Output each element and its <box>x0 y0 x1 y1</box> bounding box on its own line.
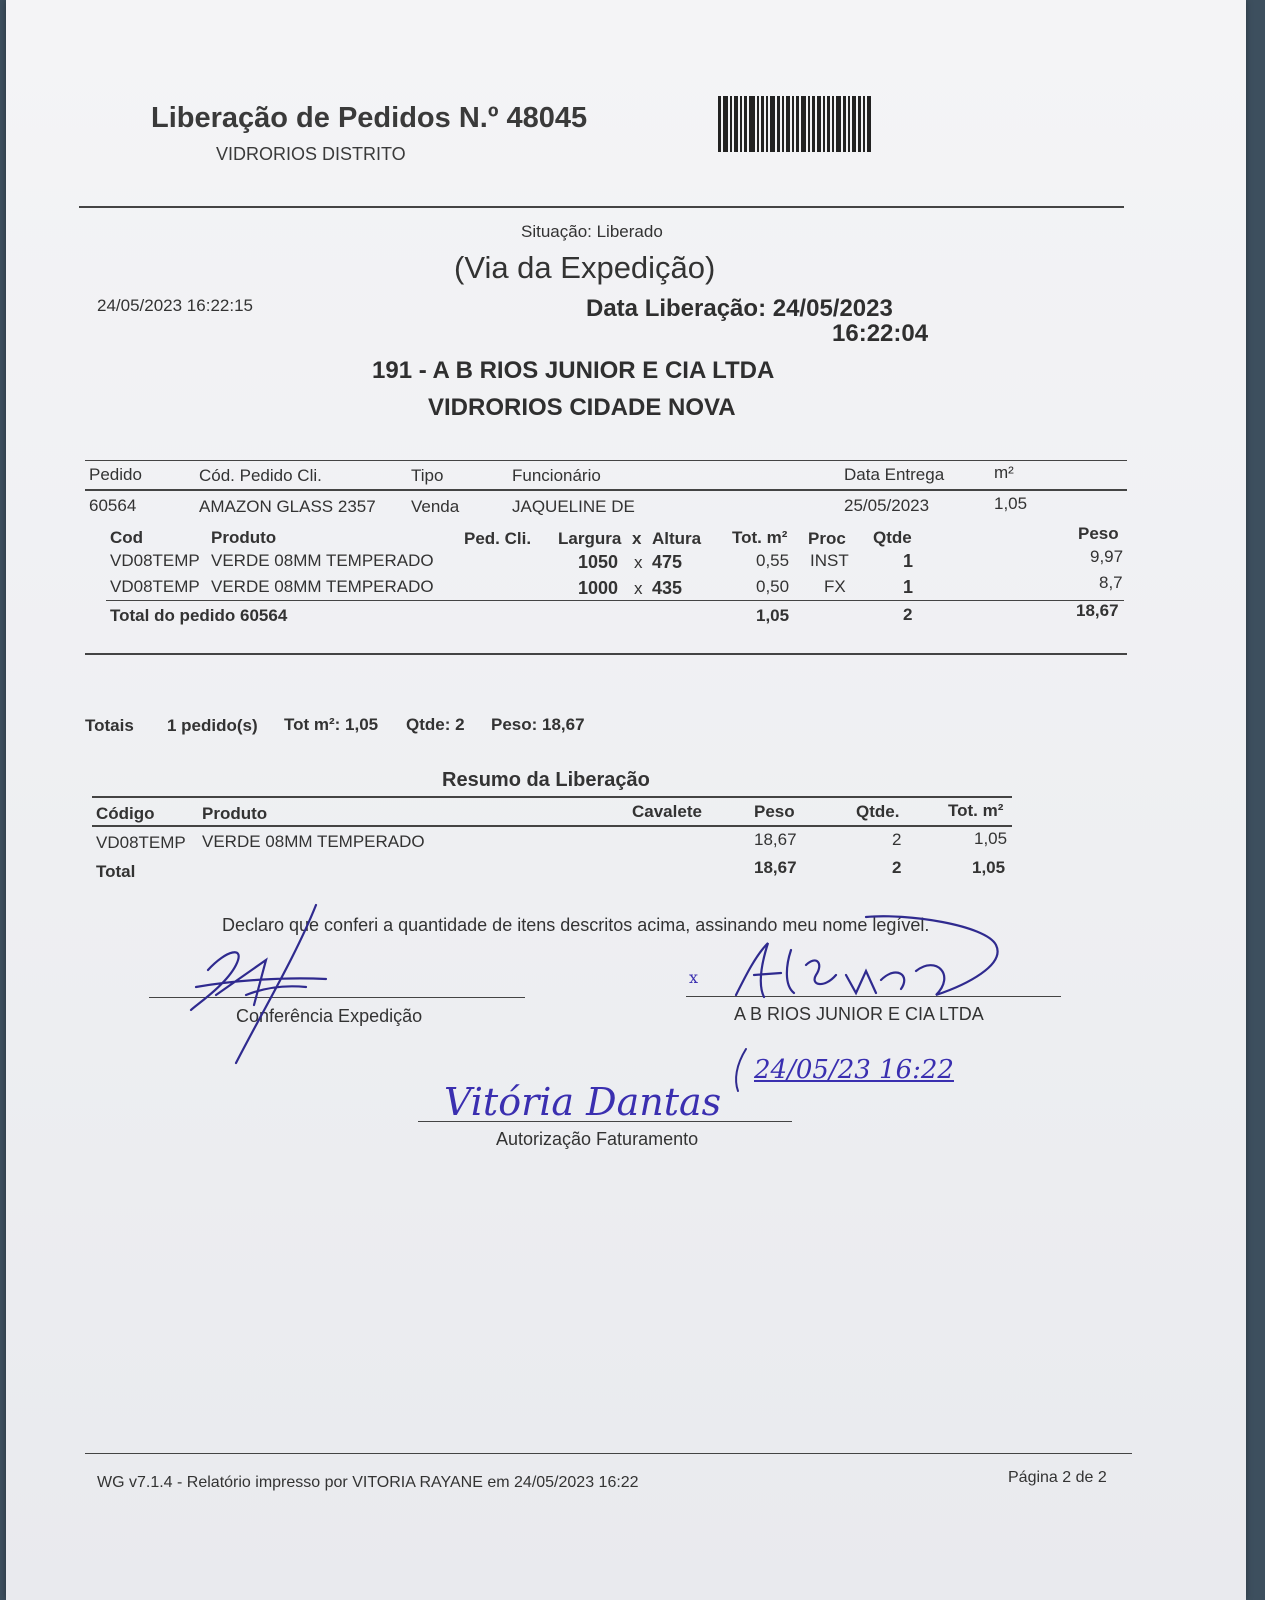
via-expedicao: (Via da Expedição) <box>454 250 716 285</box>
col-produto: Produto <box>211 528 277 547</box>
col-altura: Altura <box>652 529 702 548</box>
footer-page-number: Página 2 de 2 <box>1008 1469 1107 1486</box>
resumo-total-qtde: 2 <box>892 858 902 877</box>
document-title: Liberação de Pedidos N.º 48045 <box>151 102 588 134</box>
conferencia-signature <box>156 895 366 1075</box>
col-proc: Proc <box>808 529 846 548</box>
order-m2: 1,05 <box>994 494 1028 513</box>
item-x: x <box>634 579 643 598</box>
client-sign-label: A B RIOS JUNIOR E CIA LTDA <box>734 1004 984 1024</box>
resumo-title: Resumo da Liberação <box>442 769 650 791</box>
order-data-entrega: 25/05/2023 <box>844 496 930 515</box>
order-table-top <box>85 460 1127 461</box>
resumo-top-line <box>92 796 1012 798</box>
print-datetime: 24/05/2023 16:22:15 <box>97 296 253 315</box>
col-m2: m² <box>994 463 1014 482</box>
handwritten-date: 24/05/23 16:22 <box>754 1055 954 1085</box>
handwritten-name: Vitória Dantas <box>444 1080 722 1124</box>
col-pedido: Pedido <box>89 465 142 484</box>
item-tot-m2: 0,50 <box>756 577 790 596</box>
resumo-total-tot-m2: 1,05 <box>972 858 1006 877</box>
conferencia-label: Conferência Expedição <box>236 1006 423 1026</box>
item-x: x <box>634 553 643 572</box>
totais-label: Totais <box>85 716 134 735</box>
resumo-col-qtde: Qtde. <box>856 802 900 821</box>
totais-pedidos: 1 pedido(s) <box>167 716 258 735</box>
order-funcionario: JAQUELINE DE <box>512 497 635 516</box>
order-total-m2: 1,05 <box>756 606 790 625</box>
client-signature <box>706 905 1046 1025</box>
situacao: Situação: Liberado <box>521 222 663 241</box>
item-cod: VD08TEMP <box>110 577 200 596</box>
col-largura: Largura <box>558 529 622 548</box>
item-qtde: 1 <box>903 551 914 571</box>
resumo-codigo: VD08TEMP <box>96 833 186 852</box>
resumo-col-cavalete: Cavalete <box>632 802 702 821</box>
col-cod-pedido-cli: Cód. Pedido Cli. <box>199 466 322 485</box>
barcode <box>718 96 906 152</box>
items-total-divider <box>106 600 1124 601</box>
autorizacao-label: Autorização Faturamento <box>496 1129 699 1149</box>
item-qtde: 1 <box>903 577 914 597</box>
col-ped-cli: Ped. Cli. <box>464 529 532 548</box>
resumo-col-tot-m2: Tot. m² <box>948 801 1004 820</box>
items-bottom-divider <box>85 653 1127 655</box>
item-proc: FX <box>824 577 846 596</box>
resumo-col-produto: Produto <box>202 804 268 823</box>
col-tipo: Tipo <box>411 466 444 485</box>
resumo-header-line <box>92 825 1012 827</box>
resumo-col-codigo: Código <box>96 804 155 823</box>
totais-m2: Tot m²: 1,05 <box>284 715 379 734</box>
order-tipo: Venda <box>411 497 460 516</box>
footer-report-info: WG v7.1.4 - Relatório impresso por VITORIA RAYANE em 24/05/2023 16:22 <box>97 1474 639 1491</box>
item-peso: 9,97 <box>1090 547 1124 566</box>
totais-qtde: Qtde: 2 <box>406 715 465 734</box>
col-qtde: Qtde <box>873 528 912 547</box>
resumo-col-peso: Peso <box>754 802 795 821</box>
item-produto: VERDE 08MM TEMPERADO <box>211 577 434 596</box>
col-data-entrega: Data Entrega <box>844 465 945 484</box>
client-store: VIDRORIOS CIDADE NOVA <box>428 394 736 421</box>
data-liberacao-time: 16:22:04 <box>832 320 929 347</box>
autorizacao-sign-line <box>418 1121 792 1122</box>
totais-peso: Peso: 18,67 <box>491 715 585 734</box>
item-largura: 1050 <box>578 552 619 572</box>
col-x: x <box>632 529 642 548</box>
item-altura: 435 <box>652 578 683 598</box>
resumo-total-peso: 18,67 <box>754 858 797 877</box>
order-total-qtde: 2 <box>903 605 913 624</box>
item-cod: VD08TEMP <box>110 551 200 570</box>
order-pedido: 60564 <box>89 496 137 515</box>
item-peso: 8,7 <box>1099 573 1123 592</box>
resumo-tot-m2: 1,05 <box>974 829 1008 848</box>
item-largura: 1000 <box>578 578 619 598</box>
col-cod: Cod <box>110 528 144 547</box>
item-produto: VERDE 08MM TEMPERADO <box>211 551 434 570</box>
client-name: 191 - A B RIOS JUNIOR E CIA LTDA <box>372 357 775 384</box>
col-tot-m2: Tot. m² <box>732 528 788 547</box>
client-sign-mark: x <box>689 968 699 987</box>
item-proc: INST <box>810 551 849 570</box>
header-divider <box>79 206 1124 208</box>
declaration-text: Declaro que conferi a quantidade de itens descritos acima, assinando meu nome legível. <box>222 915 930 935</box>
document-page <box>6 0 1246 1600</box>
date-bracket-stroke <box>716 1045 756 1095</box>
order-total-peso: 18,67 <box>1076 601 1119 620</box>
resumo-qtde: 2 <box>892 830 902 849</box>
item-altura: 475 <box>652 552 683 572</box>
order-total-label: Total do pedido 60564 <box>110 606 288 625</box>
resumo-total-label: Total <box>96 862 136 881</box>
data-liberacao: Data Liberação: 24/05/2023 <box>586 295 893 322</box>
order-header-divider <box>85 489 1127 491</box>
resumo-produto: VERDE 08MM TEMPERADO <box>202 832 425 851</box>
item-tot-m2: 0,55 <box>756 551 790 570</box>
footer-divider <box>85 1453 1132 1454</box>
order-cod-cli: AMAZON GLASS 2357 <box>199 497 376 516</box>
company-name: VIDRORIOS DISTRITO <box>216 144 406 164</box>
resumo-peso: 18,67 <box>754 830 797 849</box>
col-peso: Peso <box>1078 524 1119 543</box>
col-funcionario: Funcionário <box>512 466 601 485</box>
